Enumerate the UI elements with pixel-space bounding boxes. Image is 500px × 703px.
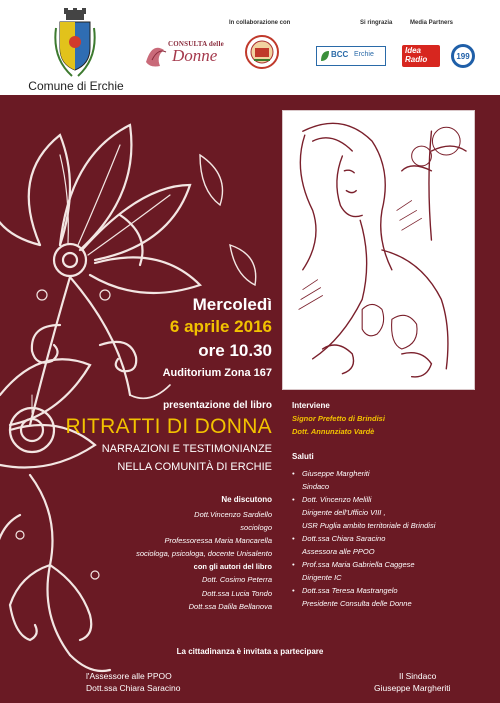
consulta-logo-top-text: CONSULTA delle [168,40,224,48]
signatory-right-role: Il Sindaco [399,671,437,681]
idea-radio-bottom: Radio [405,55,428,64]
partner-seal-icon [244,34,280,70]
saluti-item: Assessora alle PPOO [302,547,375,556]
saluti-item: • Dott.ssa Teresa Mastrangelo [302,584,497,597]
saluti-item: Dirigente dell'Ufficio VIII , [302,508,386,517]
discussion-line: sociologo [240,523,272,533]
bcc-logo-place: Erchie [354,51,374,58]
event-date: 6 aprile 2016 [169,317,272,336]
discussion-line: Dott.ssa Lucia Tondo [201,588,272,598]
right-column [292,400,497,610]
bcc-leaf-icon [319,49,331,63]
event-day: Mercoledì [192,295,272,314]
saluti-item: USR Puglia ambito territoriale di Brindisi [302,521,436,530]
saluti-heading: Saluti [292,452,314,461]
bcc-logo-text: BCC [331,50,349,59]
signatory-left-role: l'Assessore alle PPOO [86,671,172,681]
discussion-line: Professoressa Maria Mancarella [164,536,272,546]
media-199-number: 199 [456,52,470,61]
saluti-item: Dirigente IC [302,573,342,582]
discussion-line: Dott.Vincenzo Sardiello [194,510,272,519]
signatory-left-name: Dott.ssa Chiara Saracino [86,683,181,693]
portrait-sketch-icon [282,110,475,390]
consulta-logo-bottom-text: Donne [172,46,218,65]
saluti-item: • Giuseppe Margheriti [302,467,497,480]
interview-name: Dott. Annunziato Vardè [292,427,375,436]
media-199-logo-icon [450,43,476,69]
event-time: ore 10.30 [198,341,272,360]
poster-body [0,95,500,703]
comune-name: Comune di Erchie [28,79,124,93]
saluti-item: • Dott. Vincenzo Melilli [302,493,497,506]
header-band [0,0,500,95]
book-subtitle-line-2: NELLA COMUNITÀ DI ERCHIE [117,461,272,473]
event-venue: Auditorium Zona 167 [162,367,272,379]
discussion-line: Dott.ssa Dalila Bellanova [188,601,272,611]
idea-radio-top: Idea [405,46,422,55]
idea-radio-logo-text [405,46,427,64]
invitation-line: La cittadinanza è invitata a partecipare [176,647,324,656]
discussion-line: sociologa, psicologa, docente Unisalento [136,549,272,559]
signatory-right-name: Giuseppe Margheriti [374,683,451,693]
book-intro: presentazione del libro [163,400,272,411]
thanks-label: Si ringrazia [360,20,393,26]
discussion-line: con gli autori del libro [193,562,272,572]
saluti-item: • Prof.ssa Maria Gabriella Caggese [302,558,497,571]
discussion-list [136,508,272,613]
coat-of-arms-icon [52,8,98,80]
saluti-item: • Dott.ssa Chiara Saracino [302,532,497,545]
saluti-item: Sindaco [302,482,330,491]
bcc-erchie-logo [316,46,386,66]
interview-name: Signor Prefetto di Brindisi [292,414,385,423]
saluti-item: Presidente Consulta delle Donne [302,599,412,608]
collaboration-label: In collaborazione con [229,20,291,26]
interviews-heading: Interviene [292,401,330,410]
discussion-heading: Ne discutono [221,495,272,504]
media-partners-label: Media Partners [410,20,454,26]
book-subtitle-line-1: NARRAZIONI E TESTIMONIANZE [101,443,272,455]
book-title: RITRATTI DI DONNA [65,415,272,438]
discussion-line: Dott. Cosimo Peterra [201,575,272,585]
